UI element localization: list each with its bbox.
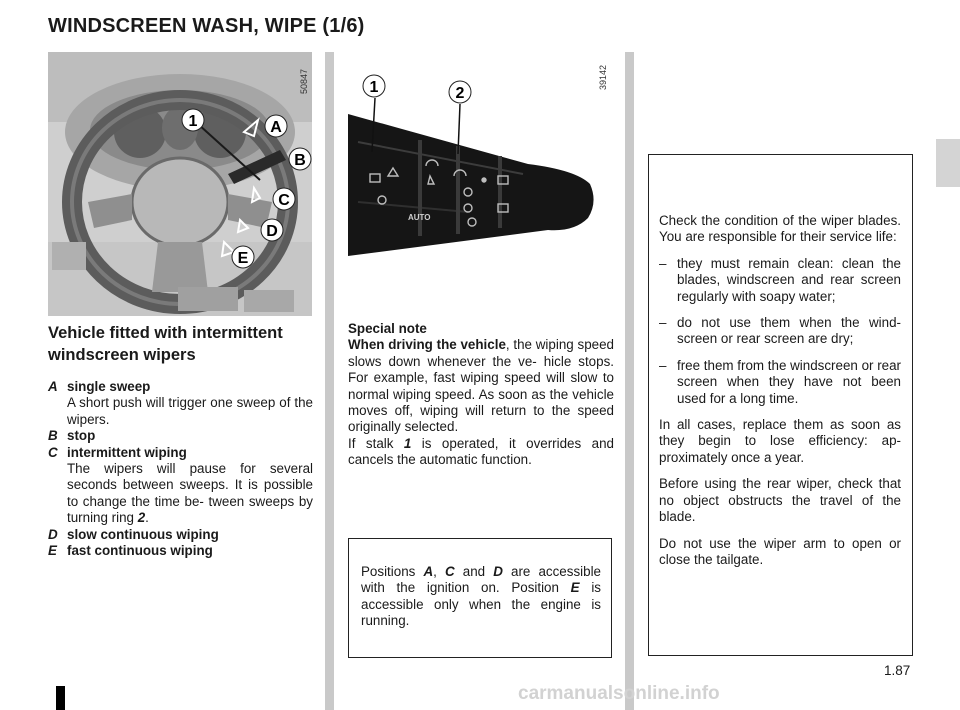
- wiper-stalk-illustration: [348, 52, 612, 260]
- special-note-title: Special note: [348, 321, 427, 336]
- svg-text:B: B: [294, 152, 306, 169]
- callout-E: [232, 246, 254, 268]
- wiper-blade-care-box: [648, 154, 913, 656]
- page-number: 1.87: [884, 663, 911, 678]
- care-paragraph-tailgate: Do not use the wiper arm to open or close the tailgate.: [659, 535, 901, 567]
- callout-B: [289, 148, 311, 170]
- steering-wheel-illustration: [48, 52, 312, 316]
- position-item-e: E fast continuous wiping: [48, 543, 213, 559]
- special-note-paragraph-2: If stalk 1 is operated, it overrides and cancels the automatic function.: [348, 435, 614, 468]
- page-title: WINDSCREEN WASH, WIPE (1/6): [48, 15, 365, 37]
- callout-C: [273, 188, 295, 210]
- figure-ref-left: 50847: [299, 68, 309, 94]
- svg-text:1: 1: [188, 113, 198, 130]
- callout-A: [265, 115, 287, 137]
- callout-2-right: [449, 81, 471, 103]
- chapter-tab: [936, 139, 960, 187]
- section-subheading: Vehicle fitted with intermittent windscreen wipers: [48, 324, 283, 364]
- care-paragraph-replace: In all cases, replace them as soon as they begin to lose efficiency: ap- proximately once a year.: [659, 417, 901, 465]
- care-item: – they must remain clean: clean the blades, windscreen and rear screen regularly with soapy water;: [659, 255, 901, 304]
- special-note: [348, 321, 614, 469]
- steering-wheel-drawing: [48, 52, 312, 316]
- callout-1-right: [363, 75, 385, 97]
- auto-label: AUTO: [408, 213, 431, 222]
- figure-ref-right: 39142: [598, 64, 608, 90]
- position-item-d: D slow continuous wiping: [48, 526, 219, 542]
- svg-text:E: E: [237, 250, 249, 267]
- svg-text:C: C: [278, 192, 290, 209]
- care-item: – free them from the windscreen or rear screen when they have not been used for a long time.: [659, 357, 902, 406]
- svg-text:2: 2: [455, 85, 465, 102]
- svg-text:1: 1: [369, 79, 379, 96]
- wiper-positions-list: [48, 379, 313, 559]
- care-paragraph-rear-wiper: Before using the rear wiper, check that no object obstructs the travel of the blade.: [659, 476, 901, 525]
- footer-marker: [56, 686, 65, 710]
- column-rule-left: [325, 52, 334, 710]
- care-item: – do not use them when the wind- screen or rear screen are dry;: [659, 315, 901, 347]
- position-item-c: C intermittent wiping The wipers will pause for several seconds between sweeps. It is possible to change the time be- tween sweeps by turning ring 2.: [48, 444, 313, 526]
- callout-1-left: [182, 109, 204, 131]
- position-item-b: B stop: [48, 428, 96, 444]
- svg-text:D: D: [266, 223, 278, 240]
- care-intro: Check the condition of the wiper blades. You are responsible for their service life:: [659, 213, 901, 245]
- column-rule-right: [625, 52, 634, 710]
- position-item-a: A single sweep A short push will trigger one sweep of the wipers.: [48, 379, 313, 427]
- wiper-stalk-drawing: [348, 52, 612, 260]
- ignition-note-box: Positions A, C and D are accessible with the ignition on. Position E is accessible only when the engine is running.: [348, 538, 612, 658]
- svg-text:A: A: [270, 119, 282, 136]
- special-note-paragraph-1: When driving the vehicle, the wiping speed slows down whenever the ve- hicle stops. For example, fast wiping speed will slow to normal wiping speed. As soon as the vehicle moves off, wiping will return to the speed originally selected.: [348, 337, 614, 435]
- callout-D: [261, 219, 283, 241]
- watermark-text: carmanualsonline.info: [518, 683, 720, 704]
